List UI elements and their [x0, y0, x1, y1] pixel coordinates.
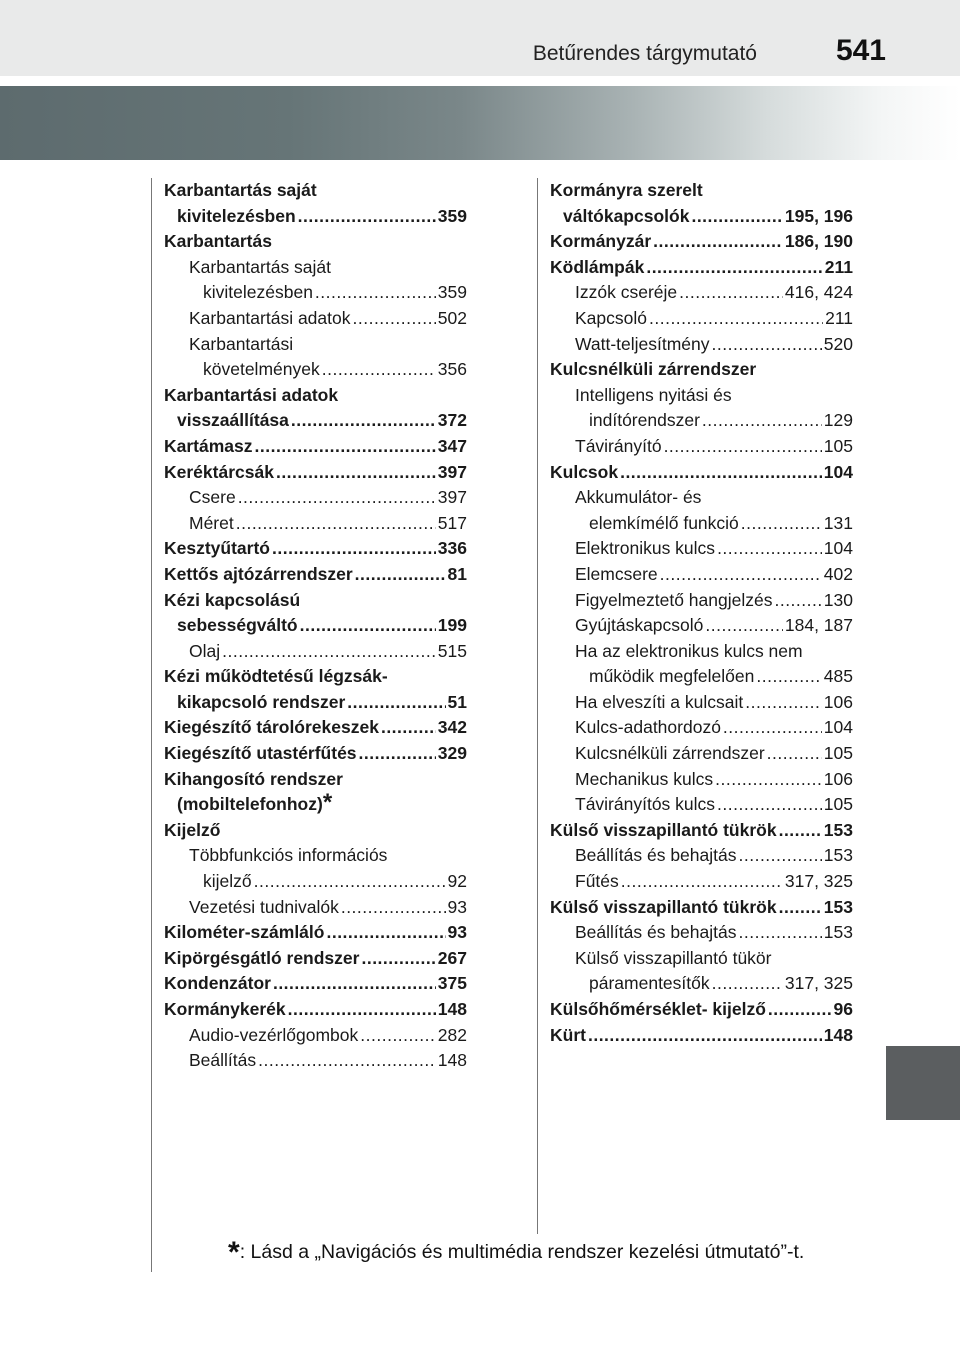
index-entry: [164, 971, 467, 997]
index-entry: [164, 664, 467, 690]
index-entry-label: (mobiltelefonhoz): [177, 794, 323, 815]
index-entry: [164, 869, 467, 895]
dot-leader: [653, 229, 783, 255]
index-entry-page: 317, 325: [784, 871, 853, 892]
footnote-star: *: [228, 1236, 240, 1269]
index-entry-page: 105: [823, 743, 853, 764]
index-entry-label: elemkímélő funkció: [589, 512, 739, 533]
index-entry-page: 130: [823, 589, 853, 610]
index-entry-label: Watt-teljesítmény: [575, 333, 710, 354]
index-entry-label: Kiegészítő utastérfűtés: [164, 743, 357, 764]
index-entry-label: Elektronikus kulcs: [575, 538, 716, 559]
index-entry-page: 485: [823, 666, 853, 687]
index-entry-label: Akkumulátor- és: [575, 487, 702, 508]
index-entry: [164, 536, 467, 562]
index-entry: [164, 383, 467, 409]
index-entry-page: 502: [437, 307, 467, 328]
index-entry-label: Távirányítós kulcs: [575, 794, 716, 815]
dot-leader: [712, 332, 822, 358]
index-entry-label: Kartámasz: [164, 435, 253, 456]
dot-leader: [238, 485, 436, 511]
index-entry: [164, 485, 467, 511]
index-entry-page: 81: [447, 563, 467, 584]
index-entry-label: páramentesítők: [589, 973, 710, 994]
index-entry: [550, 408, 853, 434]
dot-leader: [679, 280, 783, 306]
index-entry: [164, 639, 467, 665]
dot-leader: [712, 971, 783, 997]
header-bar: [0, 0, 960, 76]
index-entry-page: 106: [823, 691, 853, 712]
index-entry-page: 397: [437, 461, 467, 482]
index-entry-page: 92: [447, 871, 467, 892]
dot-leader: [353, 306, 436, 332]
dot-leader: [236, 511, 436, 537]
index-entry-label: Kürt: [550, 1024, 586, 1045]
index-entry-label: Audio-vezérlőgombok: [189, 1024, 359, 1045]
index-entry-label: Karbantartási: [189, 333, 294, 354]
index-entry-page: 199: [437, 615, 467, 636]
index-entry: [164, 255, 467, 281]
index-column-left: [164, 178, 467, 1074]
index-entry: [550, 946, 853, 972]
index-entry: [164, 280, 467, 306]
index-entry-label: Ha elveszíti a kulcsait: [575, 691, 744, 712]
index-entry: [164, 460, 467, 486]
index-entry-label: Kézi kapcsolású: [164, 589, 301, 610]
index-entry-page: 105: [823, 435, 853, 456]
index-entry: [550, 357, 853, 383]
index-entry-page: 153: [823, 845, 853, 866]
index-entry: [164, 408, 467, 434]
index-entry: [164, 588, 467, 614]
index-entry: [164, 920, 467, 946]
index-entry: [164, 818, 467, 844]
dot-leader: [664, 434, 822, 460]
index-entry-page: 105: [823, 794, 853, 815]
dot-leader: [258, 1048, 436, 1074]
index-entry-page: 93: [447, 896, 467, 917]
footnote: [228, 1236, 804, 1270]
index-entry: [550, 588, 853, 614]
index-entry-page: 372: [437, 410, 467, 431]
index-entry: [550, 869, 853, 895]
dot-leader: [715, 767, 822, 793]
index-entry: [550, 485, 853, 511]
index-entry-label: Kormányra szerelt: [550, 180, 703, 200]
index-entry-label: Kulcsok: [550, 461, 619, 482]
dot-leader: [779, 895, 822, 921]
dot-leader: [767, 741, 822, 767]
index-entry: [550, 178, 853, 204]
index-entry-label: Külső visszapillantó tükrök: [550, 896, 777, 917]
index-entry-label: Karbantartás saját: [189, 256, 332, 277]
index-entry-label: Olaj: [189, 640, 221, 661]
index-entry-label: Vezetési tudnivalók: [189, 896, 339, 917]
index-entry: [550, 664, 853, 690]
index-entry: [550, 229, 853, 255]
dot-leader: [300, 613, 436, 639]
index-entry-label: Kiegészítő tárolórekeszek: [164, 717, 379, 738]
index-entry-label: Kézi működtetésű légzsák-: [164, 666, 388, 687]
index-entry: [164, 178, 467, 204]
dot-leader: [355, 562, 446, 588]
index-entry: [550, 460, 853, 486]
index-entry-label: kijelző: [203, 871, 252, 892]
index-entry: [164, 767, 467, 793]
index-entry-page: 282: [437, 1024, 467, 1045]
index-entry-label: Keréktárcsák: [164, 461, 274, 482]
dot-leader: [717, 536, 822, 562]
index-entry: [550, 767, 853, 793]
index-entry-page: 106: [823, 768, 853, 789]
index-entry-page: 104: [823, 717, 853, 738]
index-entry: [164, 204, 467, 230]
index-entry-page: 342: [437, 717, 467, 738]
index-entry: [164, 332, 467, 358]
index-entry-page: 359: [437, 205, 467, 226]
index-entry: [164, 741, 467, 767]
dot-leader: [717, 792, 822, 818]
index-entry: [550, 332, 853, 358]
index-entry: [550, 613, 853, 639]
index-entry-page: 93: [447, 922, 467, 943]
index-entry: [550, 920, 853, 946]
index-entry-label: Fűtés: [575, 871, 619, 892]
dot-leader: [381, 715, 436, 741]
dot-leader: [660, 562, 822, 588]
dot-leader: [360, 1023, 436, 1049]
index-entry-page: 356: [437, 359, 467, 380]
dot-leader: [322, 357, 436, 383]
index-entry-page: 51: [447, 691, 467, 712]
dot-leader: [705, 613, 782, 639]
dot-leader: [254, 869, 446, 895]
index-entry: [550, 434, 853, 460]
index-entry-page: 520: [823, 333, 853, 354]
index-entry-label: Kipörgésgátló rendszer: [164, 947, 360, 968]
index-entry: (mobiltelefonhoz) *: [177, 789, 333, 817]
dot-leader: [315, 280, 436, 306]
index-entry-page: 402: [823, 563, 853, 584]
index-entry: [550, 639, 853, 665]
index-entry-label: Figyelmeztető hangjelzés: [575, 589, 773, 610]
column-rule-middle: [537, 178, 538, 1234]
dot-leader: [341, 895, 446, 921]
index-entry: [164, 715, 467, 741]
index-entry: [550, 792, 853, 818]
index-entry-label: Kesztyűtartó: [164, 538, 270, 559]
footnote-text: : Lásd a „Navigációs és multimédia rendszer kezelési útmutató”-t.: [239, 1241, 805, 1263]
index-entry-page: 153: [823, 922, 853, 943]
dot-leader: [646, 255, 822, 281]
column-rule-left: [151, 178, 152, 1272]
index-column-right: [550, 178, 853, 1048]
index-entry: [550, 280, 853, 306]
index-entry-label: Ha az elektronikus kulcs nem: [575, 640, 803, 661]
index-entry-page: 375: [437, 973, 467, 994]
index-entry-label: Kapcsoló: [575, 307, 647, 328]
index-entry-page: 129: [823, 410, 853, 431]
index-entry-label: Kilométer-számláló: [164, 922, 325, 943]
dot-leader: [326, 920, 445, 946]
index-entry: [550, 741, 853, 767]
index-entry-label: kivitelezésben: [203, 282, 313, 303]
dot-leader: [298, 204, 436, 230]
index-entry-label: Karbantartási adatok: [189, 307, 351, 328]
index-entry-page: 131: [823, 512, 853, 533]
index-entry-label: Kormányzár: [550, 231, 652, 252]
index-entry-page: 211: [824, 256, 853, 277]
dot-leader: [779, 818, 822, 844]
index-entry: [164, 613, 467, 639]
index-entry-page: 153: [823, 819, 853, 840]
index-entry: [550, 255, 853, 281]
index-entry-page: 336: [437, 538, 467, 559]
index-entry-label: Mechanikus kulcs: [575, 768, 714, 789]
dot-leader: [756, 664, 821, 690]
chapter-tab: [886, 1046, 960, 1120]
index-entry-label: Intelligens nyitási és: [575, 384, 732, 405]
index-entry-label: indítórendszer: [589, 410, 700, 431]
index-entry: [164, 843, 467, 869]
index-entry: [550, 971, 853, 997]
index-entry: [550, 843, 853, 869]
index-entry-label: Kihangosító rendszer: [164, 768, 343, 789]
index-entry: [164, 1023, 467, 1049]
index-entry-page: 347: [437, 435, 467, 456]
index-entry-label: Kettős ajtózárrendszer: [164, 563, 353, 584]
index-entry-label: Karbantartás: [164, 231, 272, 252]
index-entry-page: 186, 190: [784, 231, 853, 252]
index-entry: [550, 690, 853, 716]
index-entry: [164, 997, 467, 1023]
index-entry-label: sebességváltó: [177, 615, 298, 636]
index-entry-page: 148: [437, 1050, 467, 1071]
dot-leader: [255, 434, 436, 460]
index-entry-page: 153: [823, 896, 853, 917]
index-entry-label: Külsőhőmérséklet- kijelző: [550, 999, 766, 1019]
index-entry: [164, 895, 467, 921]
dot-leader: [774, 588, 821, 614]
dot-leader: [741, 511, 822, 537]
index-entry-label: Izzók cseréje: [575, 282, 678, 303]
dot-leader: [361, 946, 435, 972]
index-entry-label: Távirányító: [575, 435, 662, 456]
index-entry-label: Beállítás és behajtás: [575, 845, 737, 866]
index-entry-label: Kulcs-adathordozó: [575, 717, 721, 738]
header-banner: [0, 86, 960, 160]
dot-leader: [588, 1023, 822, 1049]
dot-leader: [691, 204, 782, 230]
dot-leader: [222, 639, 436, 665]
index-entry-label: Elemcsere: [575, 563, 658, 584]
dot-leader: [649, 306, 823, 332]
dot-leader: [739, 920, 822, 946]
index-entry-label: Kulcsnélküli zárrendszer: [550, 359, 757, 380]
index-entry: [164, 357, 467, 383]
index-entry: [164, 1048, 467, 1074]
dot-leader: [272, 536, 436, 562]
dot-leader: [723, 715, 822, 741]
index-entry-label: követelmények: [203, 359, 320, 380]
index-entry: [550, 715, 853, 741]
index-entry-page: 104: [823, 461, 853, 482]
index-entry-page: 517: [437, 512, 467, 533]
index-entry-label: működik megfelelően: [589, 666, 755, 687]
index-entry-label: kikapcsoló rendszer: [177, 691, 346, 712]
index-entry-label: Külső visszapillantó tükrök: [550, 819, 777, 840]
index-entry-label: váltókapcsolók: [563, 205, 690, 226]
index-entry: [164, 229, 467, 255]
index-entry-page: 148: [437, 999, 467, 1019]
dot-leader: [739, 843, 822, 869]
index-entry-page: 148: [823, 1024, 853, 1045]
index-entry: [550, 895, 853, 921]
section-title: Betűrendes tárgymutató: [532, 42, 757, 65]
index-entry: [550, 204, 853, 230]
index-entry-label: Karbantartási adatok: [164, 384, 339, 405]
index-entry-label: Gyújtáskapcsoló: [575, 615, 704, 636]
dot-leader: [745, 690, 822, 716]
index-entry-label: Külső visszapillantó tükör: [575, 947, 772, 968]
index-entry: [550, 306, 853, 332]
index-entry: [550, 818, 853, 844]
index-entry-label: Ködlámpák: [550, 256, 645, 277]
dot-leader: [359, 741, 436, 767]
index-entry-label: Kondenzátor: [164, 973, 271, 994]
index-entry: [550, 562, 853, 588]
index-entry-label: Csere: [189, 487, 236, 508]
index-entry-label: Beállítás és behajtás: [575, 922, 737, 943]
index-entry-page: 359: [437, 282, 467, 303]
index-entry: [164, 946, 467, 972]
index-entry-label: visszaállítása: [177, 410, 289, 431]
index-entry-page: 96: [833, 999, 853, 1019]
page-number: 541: [835, 34, 886, 67]
index-entry-page: 184, 187: [784, 615, 853, 636]
dot-leader: [702, 408, 822, 434]
index-entry: [164, 434, 467, 460]
dot-leader: [291, 408, 436, 434]
index-entry-label: Karbantartás saját: [164, 180, 317, 200]
index-entry: [164, 562, 467, 588]
index-entry-page: 329: [437, 743, 467, 764]
index-entry-page: 195, 196: [784, 205, 853, 226]
index-entry: [550, 536, 853, 562]
index-entry-label: Méret: [189, 512, 234, 533]
index-entry-page: 317, 325: [784, 973, 853, 994]
index-entry: [164, 306, 467, 332]
index-entry: [550, 511, 853, 537]
dot-leader: [621, 869, 783, 895]
index-entry-label: Kijelző: [164, 819, 221, 840]
index-entry-page: 515: [437, 640, 467, 661]
dot-leader: [347, 690, 445, 716]
index-entry-page: 416, 424: [784, 282, 853, 303]
dot-leader: [620, 460, 822, 486]
index-entry-page: 211: [825, 307, 853, 328]
index-entry: [550, 997, 853, 1023]
index-entry-label: kivitelezésben: [177, 205, 296, 226]
index-entry-page: 397: [437, 487, 467, 508]
index-entry: [550, 1023, 853, 1049]
index-entry: [164, 690, 467, 716]
index-entry-page: 104: [823, 538, 853, 559]
dot-leader: [276, 460, 436, 486]
index-entry-label: Kormánykerék: [164, 999, 286, 1019]
index-entry: [550, 383, 853, 409]
dot-leader: [273, 971, 436, 997]
dot-leader: [288, 997, 436, 1023]
dot-leader: [768, 997, 832, 1023]
index-entry-label: Kulcsnélküli zárrendszer: [575, 743, 765, 764]
index-entry-label: Beállítás: [189, 1050, 257, 1071]
index-entry-page: 267: [437, 947, 467, 968]
index-entry-label: Többfunkciós információs: [189, 845, 388, 866]
index-entry: [164, 511, 467, 537]
